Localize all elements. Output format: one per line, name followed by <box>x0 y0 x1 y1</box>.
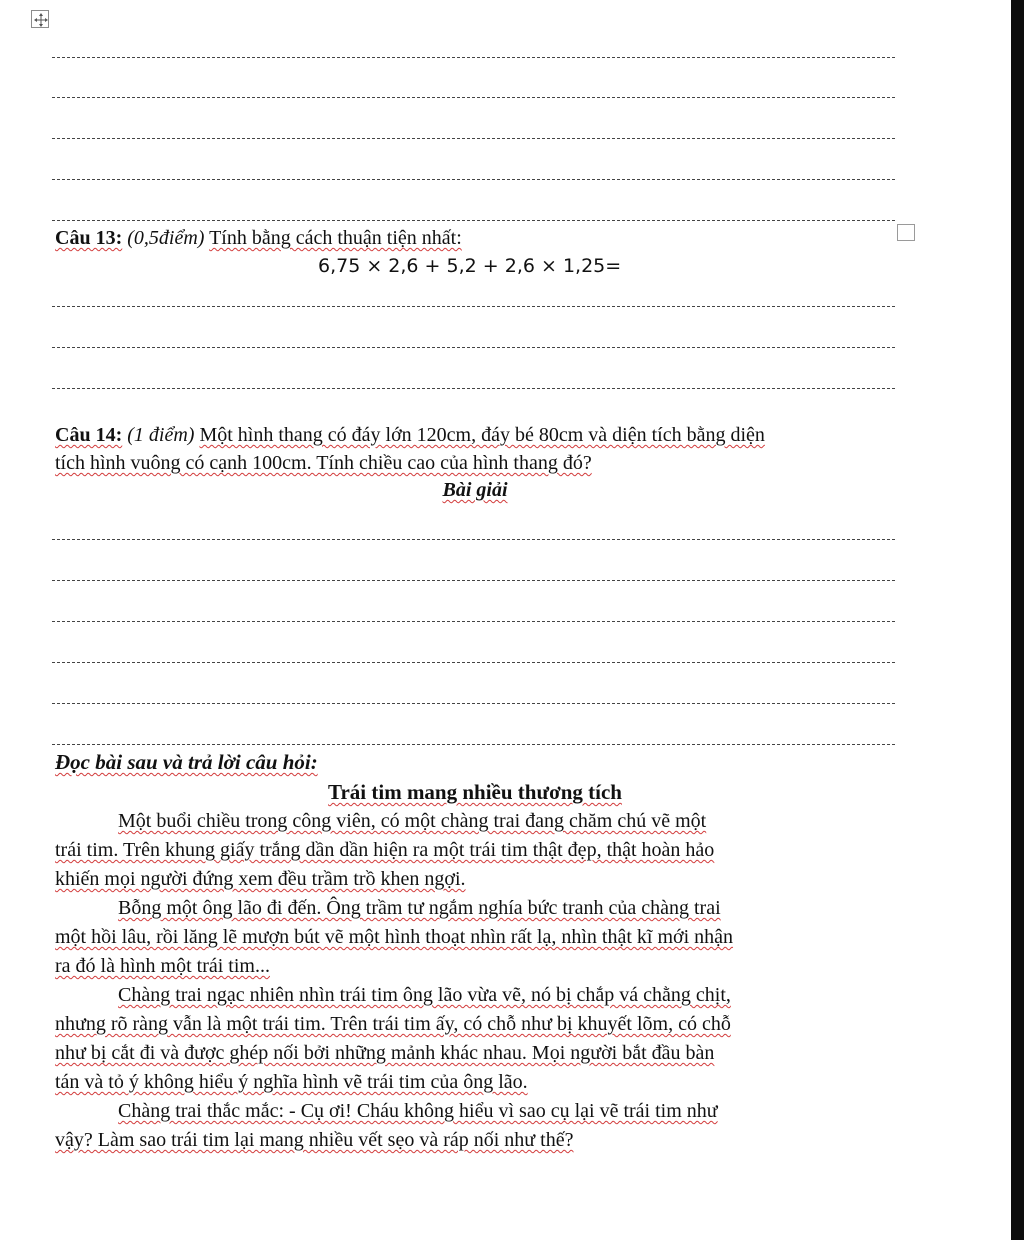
answer-line <box>52 306 895 307</box>
answer-line <box>52 539 895 540</box>
passage-line: một hồi lâu, rồi lăng lẽ mượn bút vẽ một hình thoạt nhìn rất lạ, nhìn thật kĩ mới nhận <box>55 926 734 948</box>
reading-instruction: Đọc bài sau và trả lời câu hỏi: <box>55 750 318 774</box>
passage-line: khiến mọi người đứng xem đều trầm trồ khen ngợi. <box>55 868 466 890</box>
answer-line <box>52 97 895 98</box>
answer-line <box>52 220 895 221</box>
q14-line1: Một hình thang có đáy lớn 120cm, đáy bé 80cm và diện tích bằng diện <box>199 424 765 446</box>
passage-line: ra đó là hình một trái tim... <box>55 955 270 977</box>
q13-points: (0,5điểm) <box>127 227 205 249</box>
passage-line: vậy? Làm sao trái tim lại mang nhiều vết sẹo và ráp nối như thế? <box>55 1129 574 1151</box>
passage-line: Chàng trai thắc mắc: - Cụ ơi! Cháu không hiểu vì sao cụ lại vẽ trái tim như <box>118 1100 718 1122</box>
passage-line: Bỗng một ông lão đi đến. Ông trầm tư ngắm nghía bức tranh của chàng trai <box>118 897 721 919</box>
answer-line <box>52 621 895 622</box>
answer-line <box>52 347 895 348</box>
passage-line: Chàng trai ngạc nhiên nhìn trái tim ông lão vừa vẽ, nó bị chắp vá chằng chịt, <box>118 984 731 1006</box>
solution-heading: Bài giải <box>442 479 508 501</box>
answer-line <box>52 179 895 180</box>
passage-line: như bị cắt đi và được ghép nối bởi những mảnh khác nhau. Mọi người bắt đầu bàn <box>55 1042 715 1064</box>
reading-title: Trái tim mang nhiều thương tích <box>328 780 622 804</box>
passage-line: Một buổi chiều trong công viên, có một chàng trai đang chăm chú vẽ một <box>118 810 707 832</box>
q13-prompt: Tính bằng cách thuận tiện nhất: <box>209 227 462 249</box>
answer-line <box>52 744 895 745</box>
cell-marker-icon <box>897 224 915 241</box>
passage-line: trái tim. Trên khung giấy trắng dần dần hiện ra một trái tim thật đẹp, thật hoàn hảo <box>55 839 715 861</box>
question-13 <box>55 226 462 250</box>
q13-formula: 6,75 × 2,6 + 5,2 + 2,6 × 1,25= <box>318 255 622 277</box>
passage-line: tán và tỏ ý không hiểu ý nghĩa hình vẽ trái tim của ông lão. <box>55 1071 528 1093</box>
answer-line <box>52 662 895 663</box>
table-move-icon[interactable] <box>31 10 49 28</box>
answer-line <box>52 703 895 704</box>
answer-line <box>52 138 895 139</box>
q14-label: Câu 14: <box>55 424 123 446</box>
answer-line <box>52 580 895 581</box>
answer-line <box>52 57 895 58</box>
q13-label: Câu 13: <box>55 227 123 249</box>
answer-line <box>52 388 895 389</box>
q14-points: (1 điểm) <box>127 424 195 446</box>
q14-line2: tích hình vuông có cạnh 100cm. Tính chiều cao của hình thang đó? <box>55 452 592 474</box>
question-14 <box>55 423 765 447</box>
passage-line: nhưng rõ ràng vẫn là một trái tim. Trên trái tim ấy, có chỗ như bị khuyết lõm, có chỗ <box>55 1013 731 1035</box>
